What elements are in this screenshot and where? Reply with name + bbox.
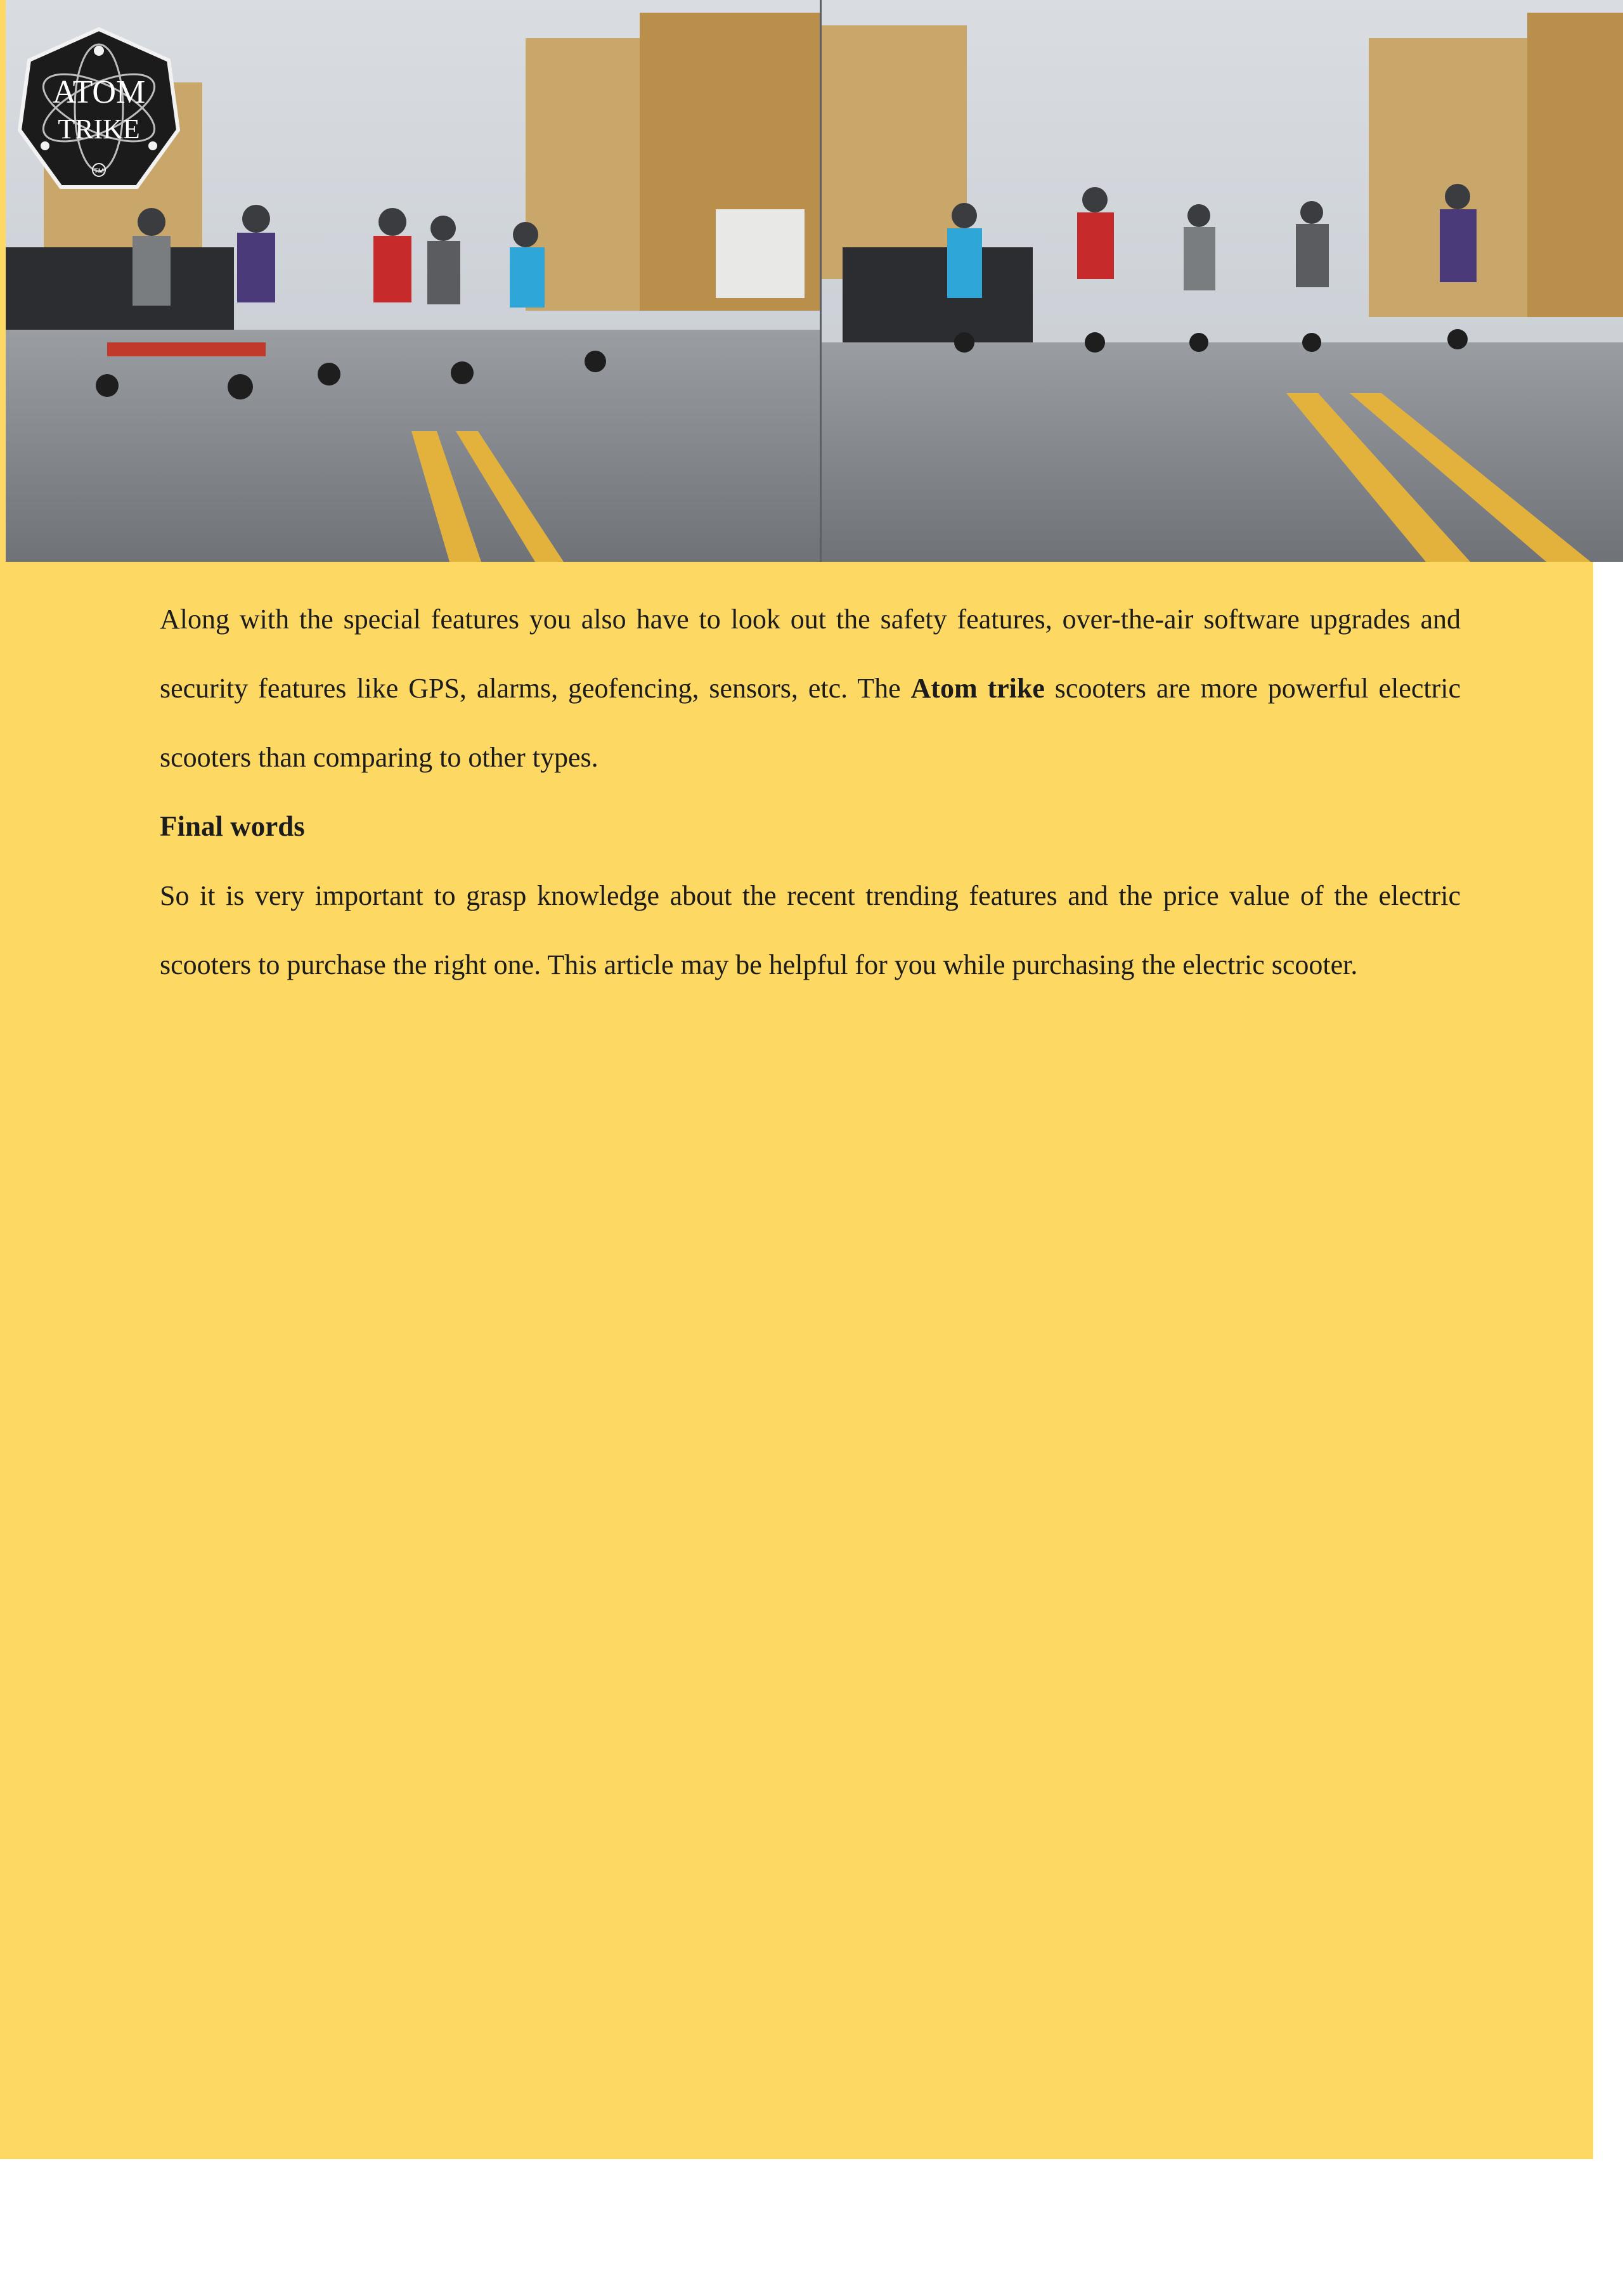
paragraph-features-start: Along with the special features you also have to look out the safety features, over-the-air software upgrades and security features like GPS, alarms, geofencing, sensors, etc. The	[160, 604, 1461, 704]
paragraph-conclusion: So it is very important to grasp knowledge about the recent trending features and the price value of the electric scooters to purchase the right one. This article may be helpful for you while purchasing the electric scooter.	[160, 880, 1461, 980]
atom-trike-logo-icon	[13, 25, 184, 197]
header-photo	[6, 0, 1623, 562]
paragraph-features	[160, 585, 1461, 792]
atom-trike-logo	[13, 25, 184, 197]
article-body	[160, 585, 1461, 999]
paragraph-features-end: scooters are more powerful electric scooters than comparing to other types.	[160, 673, 1461, 773]
logo-trademark: TM	[94, 167, 104, 175]
section-heading-final-words: Final words	[160, 810, 305, 842]
logo-line2: TRIKE	[58, 114, 140, 145]
logo-line1: ATOM	[52, 74, 146, 110]
riders-photo-image	[6, 0, 1623, 562]
atom-trike-bold-text: Atom trike	[910, 673, 1045, 704]
